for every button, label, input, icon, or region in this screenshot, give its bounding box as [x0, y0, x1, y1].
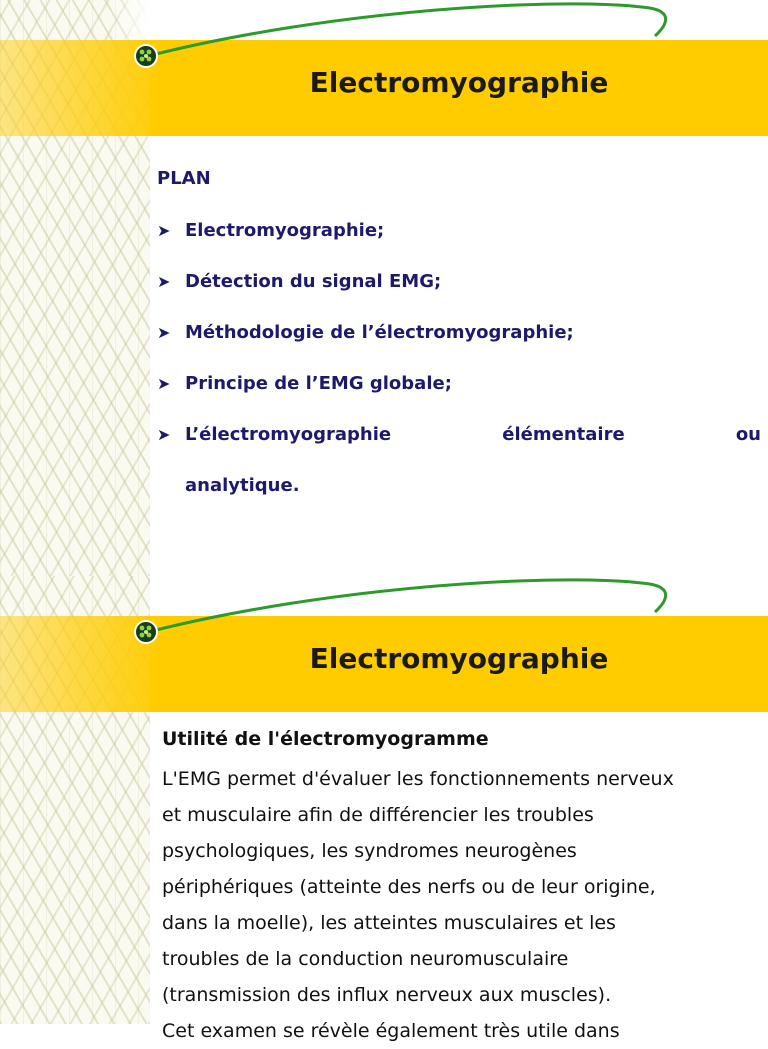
body-line: Cet examen se révèle également très utile dans [162, 1020, 620, 1042]
slide-title: Electromyographie [309, 642, 609, 675]
list-item: ➤ Méthodologie de l’électromyographie; [157, 318, 762, 369]
body-text [162, 761, 762, 1049]
arrow-bullet-icon: ➤ [157, 272, 171, 291]
slide-title: Electromyographie [309, 66, 609, 99]
arrow-bullet-icon: ➤ [157, 323, 171, 342]
body-line: L'EMG permet d'évaluer les fonctionnements nerveux [162, 768, 674, 790]
body-line: psychologiques, les syndromes neurogènes [162, 840, 577, 862]
arrow-bullet-icon: ➤ [157, 425, 171, 444]
section-heading: Utilité de l'électromyogramme [162, 728, 489, 750]
arrow-bullet-icon: ➤ [157, 221, 171, 240]
list-item: ➤ Détection du signal EMG; [157, 267, 762, 318]
body-line: (transmission des influx nerveux aux muscles). [162, 984, 612, 1006]
list-item: ➤ Principe de l’EMG globale; [157, 369, 762, 420]
body-line: dans la moelle), les atteintes musculaires et les [162, 912, 616, 934]
body-line: périphériques (atteinte des nerfs ou de leur origine, [162, 876, 656, 898]
plan-list [157, 216, 762, 501]
list-item: ➤ Electromyographie; [157, 216, 762, 267]
plan-label: PLAN [157, 168, 211, 189]
arrow-bullet-icon: ➤ [157, 374, 171, 393]
body-line: troubles de la conduction neuromusculaire [162, 948, 569, 970]
body-line: et musculaire afin de différencier les troubles [162, 804, 594, 826]
list-item: ➤ L’électromyographie élémentaire ou analytique. [157, 420, 762, 501]
slide-2 [0, 576, 768, 1042]
